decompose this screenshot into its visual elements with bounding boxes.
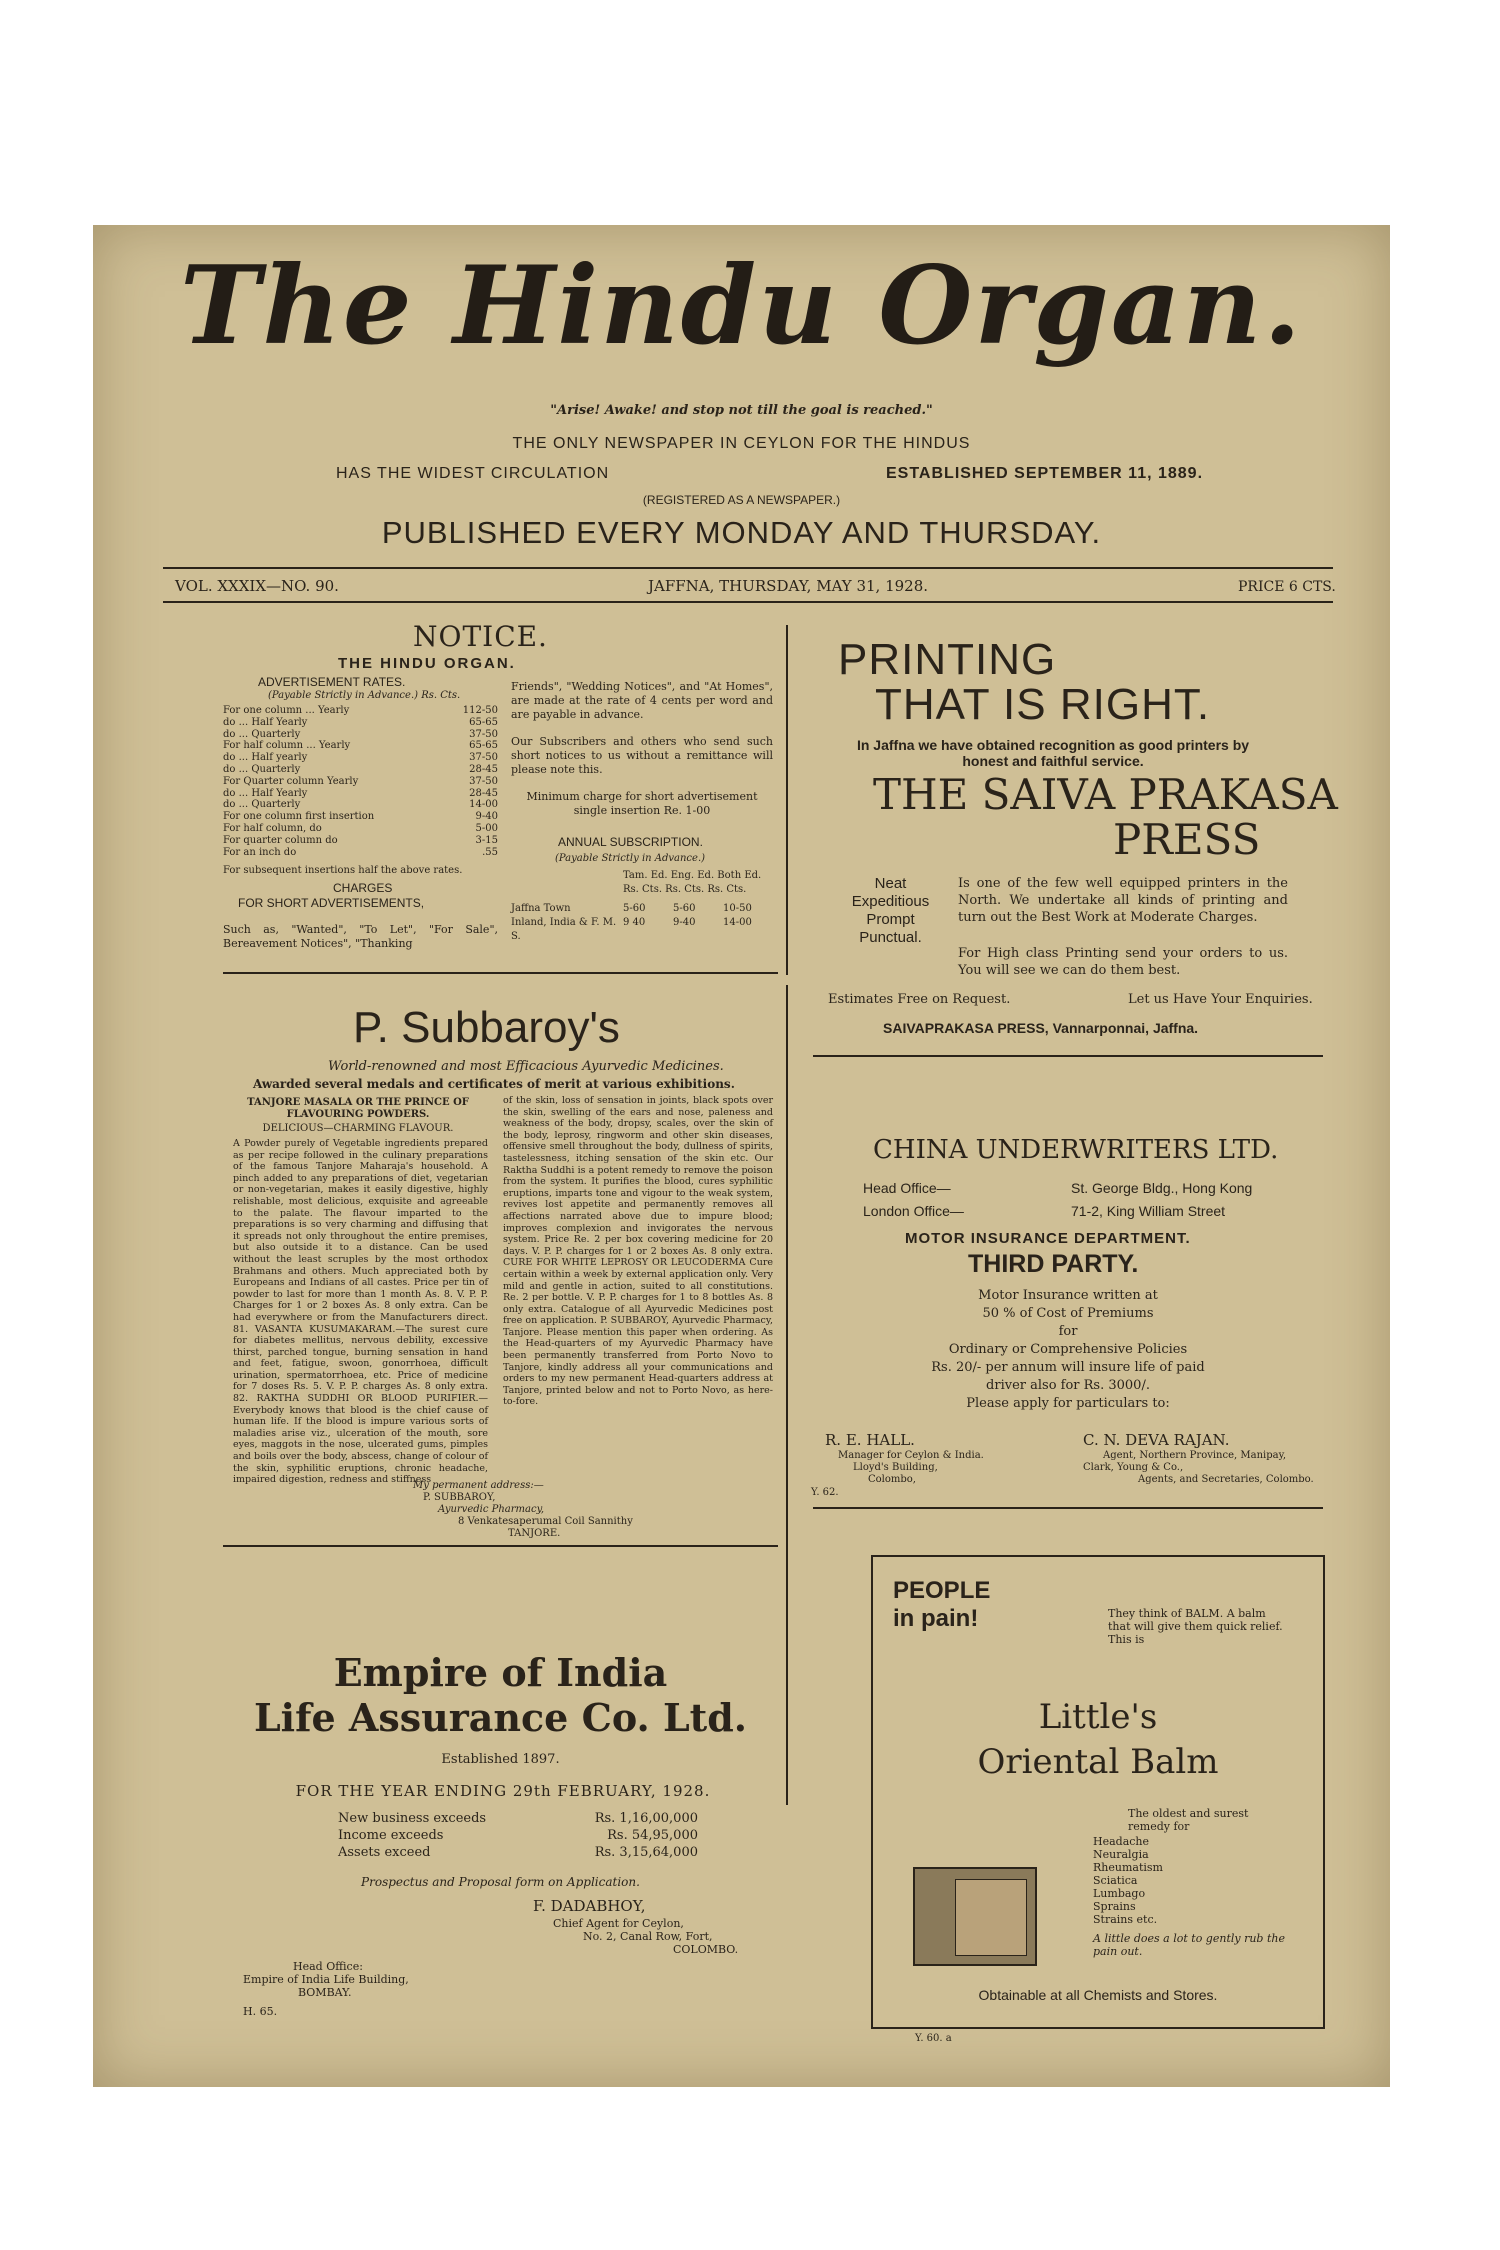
rate-amount: 14-00: [469, 799, 498, 811]
rates-table: [223, 705, 498, 858]
empire-title: Empire of India: [333, 1650, 668, 1695]
balm-remedy: The oldest and surest remedy for: [1128, 1807, 1249, 1833]
empire-figure-row: [338, 1810, 698, 1827]
dateline: JAFFNA, THURSDAY, MAY 31, 1928.: [648, 577, 929, 595]
tagline: THE ONLY NEWSPAPER IN CEYLON FOR THE HINDUS: [512, 435, 971, 452]
rate-row: [223, 776, 498, 788]
rate-row: [223, 788, 498, 800]
china-title: CHINA UNDERWRITERS LTD.: [873, 1135, 1279, 1165]
subscription-row: [511, 902, 776, 916]
rate-amount: 28-45: [469, 787, 498, 799]
ailment-item: Rheumatism: [1093, 1861, 1163, 1874]
divider: [813, 1507, 1323, 1509]
rate-label: For Quarter column Yearly: [223, 775, 359, 787]
addr-3: Ayurvedic Pharmacy,: [438, 1504, 545, 1515]
rate-amount: 65-65: [469, 716, 498, 728]
agent-2-d1: Agent, Northern Province, Manipay,: [1103, 1450, 1287, 1461]
rate-label: do ... Quarterly: [223, 799, 301, 811]
divider: [813, 1055, 1323, 1057]
subscription-cell: 5-60: [673, 903, 696, 914]
volume: VOL. XXXIX—NO. 90.: [175, 577, 339, 595]
empire-agent-d2: No. 2, Canal Row, Fort,: [583, 1930, 713, 1943]
column-divider: [786, 985, 788, 1805]
established: ESTABLISHED SEPTEMBER 11, 1889.: [886, 465, 1204, 482]
printing-body: Is one of the few well equipped printers in the North. We undertake all kinds of printing and turn out the Best Work at Moderate Charges.: [958, 876, 1288, 925]
divider: [163, 601, 1333, 603]
ailment-item: Neuralgia: [1093, 1848, 1149, 1861]
rate-label: do ... Half yearly: [223, 752, 308, 764]
printing-qualities: [828, 875, 953, 947]
empire-figures: [338, 1810, 698, 1861]
rate-amount: 37-50: [469, 752, 498, 764]
charges-title: CHARGES: [333, 881, 393, 895]
rate-label: do ... Quarterly: [223, 763, 301, 775]
rate-row: [223, 752, 498, 764]
rate-row: [223, 740, 498, 752]
rate-label: For an inch do: [223, 846, 297, 858]
ailment-item: Sciatica: [1093, 1874, 1138, 1887]
printing-quality: Prompt: [866, 911, 915, 928]
empire-established: Established 1897.: [441, 1752, 560, 1767]
notice-text-1: Friends", "Wedding Notices", and "At Homes", are made at the rate of 4 cents per word and are payable in advance.: [511, 680, 773, 721]
figure-value: Rs. 1,16,00,000: [594, 1811, 698, 1826]
annual-title: ANNUAL SUBSCRIPTION.: [558, 835, 703, 849]
printing-heading-2: THAT IS RIGHT.: [875, 680, 1211, 729]
rate-row: [223, 835, 498, 847]
head-office-addr: St. George Bldg., Hong Kong: [1071, 1180, 1253, 1196]
column-divider: [786, 625, 788, 975]
subscription-row: [511, 916, 776, 944]
figure-label: Assets exceed: [338, 1845, 431, 1860]
subscription-table: [511, 902, 776, 944]
divider: [163, 567, 1333, 569]
term-line: for: [1058, 1324, 1078, 1339]
subscription-cell: 10-50: [723, 903, 752, 914]
rate-row: [223, 823, 498, 835]
rate-amount: 28-45: [469, 763, 498, 775]
balm-name-2: Oriental Balm: [977, 1742, 1219, 1782]
adv-rates-title: ADVERTISEMENT RATES.: [258, 675, 406, 689]
head-office-label: Head Office—: [863, 1180, 951, 1196]
printing-sub: In Jaffna we have obtained recognition as good printers by honest and faithful service.: [856, 737, 1250, 769]
term-line: Please apply for particulars to:: [966, 1396, 1170, 1411]
rate-label: For half column, do: [223, 822, 322, 834]
rate-label: do ... Half Yearly: [223, 787, 308, 799]
adv-payable: (Payable Strictly in Advance.) Rs. Cts.: [268, 690, 461, 701]
balm-name: Little's: [1038, 1697, 1158, 1737]
empire-year: FOR THE YEAR ENDING 29th FEBRUARY, 1928.: [295, 1782, 711, 1800]
balm-pain: in pain!: [893, 1605, 979, 1632]
rate-amount: 37-50: [469, 775, 498, 787]
rate-row: [223, 717, 498, 729]
empire-ho-1: Head Office:: [293, 1960, 363, 1973]
price: PRICE 6 CTS.: [1238, 579, 1336, 595]
agent-1-d3: Colombo,: [868, 1474, 916, 1485]
estimates: Estimates Free on Request.: [828, 992, 1011, 1007]
rate-row: [223, 847, 498, 859]
masala-heading: TANJORE MASALA OR THE PRINCE OF FLAVOURING POWDERS.: [247, 1097, 469, 1120]
addr-5: TANJORE.: [508, 1528, 561, 1539]
empire-prospectus: Prospectus and Proposal form on Application.: [361, 1875, 640, 1889]
rate-amount: 65-65: [469, 740, 498, 752]
masthead-title: The Hindu Organ.: [179, 243, 1304, 369]
printing-quality: Expeditious: [851, 893, 930, 910]
sub-header: Tam. Ed. Eng. Ed. Both Ed.: [623, 870, 762, 881]
press-name-2: PRESS: [1113, 815, 1261, 864]
rate-amount: 112-50: [462, 705, 498, 716]
agent-1-d1: Manager for Ceylon & India.: [838, 1450, 984, 1461]
rate-amount: 9-40: [475, 811, 498, 823]
charges-sub: FOR SHORT ADVERTISEMENTS,: [238, 896, 425, 910]
china-code: Y. 62.: [811, 1487, 839, 1498]
addr-1: My permanent address:—: [413, 1480, 544, 1491]
balm-people: PEOPLE: [893, 1577, 991, 1604]
motto: "Arise! Awake! and stop not till the goal is reached.": [550, 403, 933, 418]
agent-2-d2: Clark, Young & Co.,: [1083, 1462, 1184, 1473]
subscription-cell: 9 40: [623, 917, 646, 928]
ailment-item: Sprains: [1093, 1900, 1136, 1913]
term-line: Motor Insurance written at: [978, 1288, 1158, 1303]
term-line: driver also for Rs. 3000/.: [986, 1378, 1150, 1393]
subscription-cell: Jaffna Town: [511, 903, 571, 914]
balm-ailments: [1093, 1835, 1293, 1926]
rate-row: [223, 799, 498, 811]
rate-label: For one column first insertion: [223, 811, 375, 823]
empire-ho-2: Empire of India Life Building,: [243, 1973, 409, 1986]
subbaroy-awards: Awarded several medals and certificates of merit at various exhibitions.: [253, 1077, 735, 1091]
balm-think: They think of BALM. A balm that will give them quick relief. This is: [1108, 1607, 1283, 1646]
notice-title: NOTICE.: [413, 620, 548, 653]
china-terms: [833, 1287, 1303, 1413]
rate-amount: 5-00: [475, 822, 498, 834]
subscription-cell: 5-60: [623, 903, 646, 914]
rate-label: do ... Quarterly: [223, 728, 301, 740]
addr-2: P. SUBBAROY,: [423, 1492, 496, 1503]
subscription-cell: Inland, India & F. M. S.: [511, 917, 617, 942]
press-name: THE SAIVA PRAKASA: [873, 770, 1338, 819]
masala-sub: DELICIOUS—CHARMING FLAVOUR.: [262, 1123, 454, 1134]
printing-body-2: For High class Printing send your orders to us. You will see we can do them best.: [958, 946, 1288, 978]
balm-obtain: Obtainable at all Chemists and Stores.: [978, 1987, 1218, 2003]
enquiries: Let us Have Your Enquiries.: [1128, 992, 1313, 1007]
rate-label: For one column ... Yearly: [223, 705, 350, 716]
notice-paper: THE HINDU ORGAN.: [338, 655, 516, 672]
ailment-item: Lumbago: [1093, 1887, 1146, 1900]
printing-heading: PRINTING: [838, 635, 1057, 684]
empire-title-2: Life Assurance Co. Ltd.: [253, 1695, 748, 1740]
rate-amount: 3-15: [475, 834, 498, 846]
balm-box-image: [913, 1867, 1037, 1966]
rate-label: do ... Half Yearly: [223, 716, 308, 728]
rate-row: [223, 705, 498, 717]
subbaroy-title: P. Subbaroy's: [353, 1003, 620, 1052]
rate-row: [223, 729, 498, 741]
empire-code: H. 65.: [243, 2005, 278, 2018]
term-line: Ordinary or Comprehensive Policies: [948, 1342, 1188, 1357]
figure-value: Rs. 54,95,000: [607, 1828, 698, 1843]
notice-text-3: Minimum charge for short advertisement single insertion Re. 1-00: [526, 790, 758, 817]
rate-row: [223, 764, 498, 776]
rate-amount: 37-50: [469, 728, 498, 740]
divider: [223, 1545, 778, 1547]
annual-payable: (Payable Strictly in Advance.): [555, 853, 706, 864]
empire-figure-row: [338, 1844, 698, 1861]
ailment-item: Headache: [1093, 1835, 1150, 1848]
subbaroy-sub: World-renowned and most Efficacious Ayurvedic Medicines.: [328, 1059, 724, 1074]
printing-quality: Punctual.: [859, 929, 922, 946]
third-party: THIRD PARTY.: [968, 1250, 1139, 1278]
printing-quality: Neat: [874, 875, 907, 892]
subbaroy-left-text: A Powder purely of Vegetable ingredients prepared as per recipe followed in the culinary preparations of the famous Tanjore Maharaja's household. A pinch added to any preparations of diet, vegetarian or non-vegetarian, makes it easily digestive, highly relishable, most delicious, exquisite and agreeable to the palate. The flavour imparted to the preparations is so very charming and diffusing that it spreads not only throughout the entire premises, but also outside it to a distance. Can be used without the least scruples by the most orthodox Brahmans and others. Much appreciated both by Europeans and Indians of all castes. Price per tin of powder to last for more than 1 month As. 8. V. P. P. Charges for 1 or 2 boxes As. 8 only extra. Can be had everywhere or from the Manufacturers direct. 81. VASANTA KUSUMAKARAM.—The surest cure for diabetes mellitus, nervous debility, excessive thirst, parched tongue, burning sensation in hand and feet, fatigue, swoon, gonorrhoea, difficult urination, spermatorrhoea, etc. Price of medicine for 7 doses Rs. 5. V. P. P. charges As. 8 only extra. 82. RAKTHA SUDDHI OR BLOOD PURIFIER.—Everybody knows that blood is the chief cause of human life. If the blood is impure various sorts of maladies arise viz., ulceration of the mouth, sore eyes, maggots in the nose, ulcerated gums, pimples and boils over the body, abscess, change of colour of the skin, syphilitic eruptions, chronic headache, impaired digestion, redness and stiffness: [233, 1138, 488, 1486]
ailment-item: Strains etc.: [1093, 1913, 1158, 1926]
figure-label: New business exceeds: [338, 1811, 487, 1826]
newspaper-page: [93, 225, 1390, 2087]
empire-agent-d1: Chief Agent for Ceylon,: [553, 1917, 684, 1930]
subsequent-note: For subsequent insertions half the above rates.: [223, 865, 463, 876]
empire-agent: F. DADABHOY,: [533, 1897, 646, 1915]
balm-little: A little does a lot to gently rub the pain out.: [1093, 1932, 1285, 1958]
agent-2-d3: Agents, and Secretaries, Colombo.: [1138, 1474, 1314, 1485]
addr-4: 8 Venkatesaperumal Coil Sannithy: [458, 1516, 633, 1527]
agent-1-d2: Lloyd's Building,: [853, 1462, 938, 1473]
rate-label: For quarter column do: [223, 834, 338, 846]
rate-label: For half column ... Yearly: [223, 740, 351, 752]
empire-agent-d3: COLOMBO.: [673, 1943, 739, 1956]
agent-2: C. N. DEVA RAJAN.: [1083, 1431, 1230, 1449]
figure-value: Rs. 3,15,64,000: [594, 1845, 698, 1860]
empire-figure-row: [338, 1827, 698, 1844]
rate-row: [223, 811, 498, 823]
figure-label: Income exceeds: [338, 1828, 444, 1843]
dept: MOTOR INSURANCE DEPARTMENT.: [905, 1230, 1191, 1247]
press-address: SAIVAPRAKASA PRESS, Vannarponnai, Jaffna.: [883, 1020, 1199, 1036]
london-office-addr: 71-2, King William Street: [1071, 1203, 1226, 1219]
empire-ho-3: BOMBAY.: [298, 1986, 352, 1999]
subscription-cell: 9-40: [673, 917, 696, 928]
circulation: HAS THE WIDEST CIRCULATION: [336, 465, 610, 482]
agent-1: R. E. HALL.: [825, 1431, 915, 1449]
balm-advert: [871, 1555, 1325, 2029]
published-days: PUBLISHED EVERY MONDAY AND THURSDAY.: [381, 515, 1102, 550]
term-line: 50 % of Cost of Premiums: [982, 1306, 1154, 1321]
sub-header-2: Rs. Cts. Rs. Cts. Rs. Cts.: [623, 884, 747, 895]
subbaroy-right-text: of the skin, loss of sensation in joints, black spots over the skin, swelling of the ears and nose, paleness and weakness of the body, dropsy, scales, over the skin of the body, leprosy, ringworm and other skin diseases, offensive smell throughout the body, dullness of spirits, tastelessness, itching sensation of the skin etc. Our Raktha Suddhi is a potent remedy to remove the poison from the system. It purifies the blood, cures syphilitic eruptions, imparts tone and vigour to the weak system, revives lost appetite and permanently removes all affections narrated above due to impure blood; improves complexion and invigorates the nervous system. Price Re. 2 per box covering medicine for 20 days. V. P. P. charges for 1 or 2 boxes As. 8 only extra. CURE FOR WHITE LEPROSY OR LEUCODERMA Cure certain within a week by external application only. Very mild and gentle in action, suited to all constitutions. Re. 2 per bottle. V. P. P. charges for 1 to 8 bottles As. 8 only extra. Catalogue of all Ayurvedic Medicines post free on application. P. SUBBAROY, Ayurvedic Pharmacy, Tanjore. Please mention this paper when ordering. As the Head-quarters of my Ayurvedic Pharmacy have been permanently transferred from Porto Novo to Tanjore, kindly address all your communications and orders to my new permanent Head-quarters address at Tanjore, printed below and not to Porto Novo, as here-to-fore.: [503, 1095, 773, 1408]
registered: (REGISTERED AS A NEWSPAPER.): [642, 493, 841, 507]
subscription-cell: 14-00: [723, 917, 752, 928]
london-office-label: London Office—: [863, 1203, 964, 1219]
rate-amount: .55: [482, 846, 498, 858]
term-line: Rs. 20/- per annum will insure life of paid: [931, 1360, 1205, 1375]
notice-text-2: Our Subscribers and others who send such short notices to us without a remittance will please note this.: [511, 735, 773, 776]
balm-code: Y. 60. a: [915, 2033, 952, 2044]
charges-text: Such as, "Wanted", "To Let", "For Sale", Bereavement Notices", "Thanking: [223, 923, 498, 950]
divider: [223, 972, 778, 974]
